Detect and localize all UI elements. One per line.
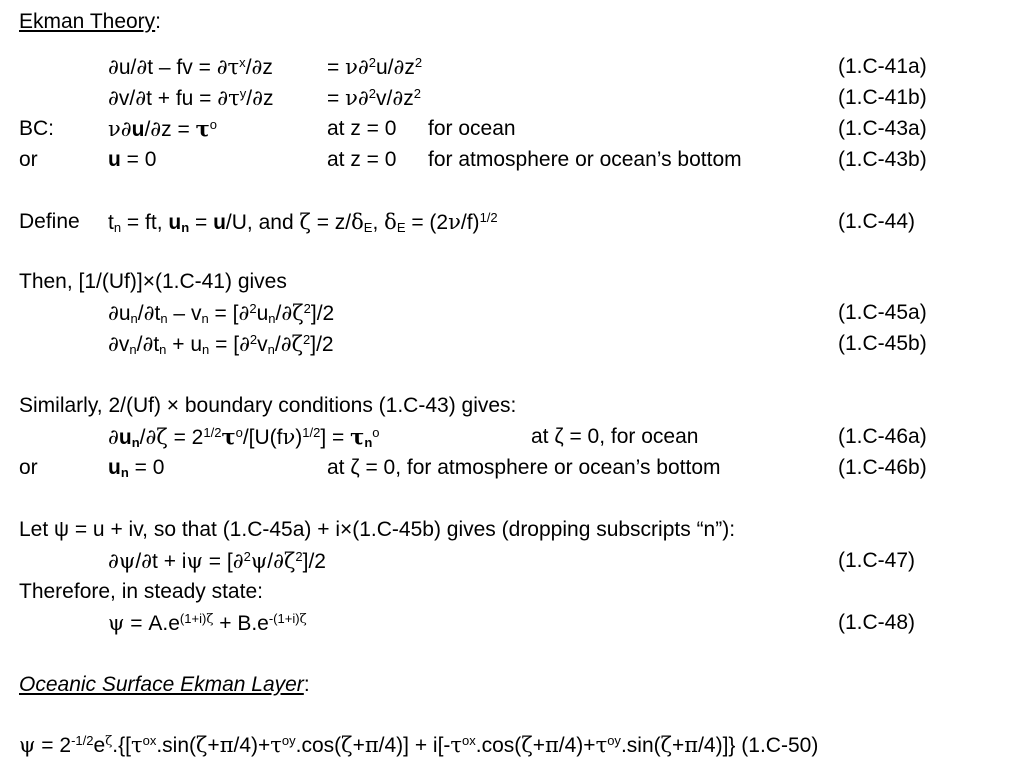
equation-number-45a: (1.C-45a) bbox=[838, 301, 927, 324]
equation-number-41b: (1.C-41b) bbox=[838, 86, 927, 109]
title-line bbox=[19, 9, 161, 35]
equation-number-50: (1.C-50) bbox=[741, 734, 819, 757]
let-line: Let ψ = u + iv, so that (1.C-45a) + i×(1.C-45b) gives (dropping subscripts “n”): bbox=[19, 518, 736, 541]
at-zeta0-ocean: at ζ = 0, for ocean bbox=[531, 425, 699, 448]
oceanic-heading: Oceanic Surface Ekman Layer bbox=[19, 673, 304, 696]
equation-50-expr: $\psi = 2^{-1/2}e^\zeta.\{[\tau^{ox}.\sin(\zeta+\pi/4)+\tau^{oy}.\cos(\zeta+\pi/4)] + i[-\tau^{ox}.\cos(\zeta+\pi/4)+\tau^{oy}.\sin(\zeta+\pi/4)]\}$ bbox=[19, 732, 742, 757]
at-z0-atm: at z = 0 bbox=[327, 148, 397, 171]
equation-46a-expr: $\partial u_n/\partial\zeta = 2^{1/2}\tau^o/[U(f\nu)^{1/2}] = \tau_n^o$ bbox=[108, 424, 380, 450]
equation-50 bbox=[19, 732, 818, 759]
equation-number-44: (1.C-44) bbox=[838, 210, 916, 233]
equation-41b-lhs: ∂v/∂t + fu = $\partial\tau^y/\partial z$ bbox=[108, 85, 274, 110]
title-colon: : bbox=[155, 10, 162, 33]
equation-41a-lhs: ∂u/∂t – fv = $\partial\tau^x/\partial z$ bbox=[108, 54, 273, 79]
equation-number-43a: (1.C-43a) bbox=[838, 117, 927, 140]
define-label: Define bbox=[19, 210, 80, 233]
equation-45b-expr: $\partial v_n/\partial t_n + u_n = [\partial^2v_n/\partial\zeta^2]/2$ bbox=[108, 331, 334, 357]
therefore-line: Therefore, in steady state: bbox=[19, 580, 263, 603]
page-title: Ekman Theory bbox=[19, 10, 156, 33]
bc-label: BC: bbox=[19, 117, 55, 140]
or-label-2: or bbox=[19, 456, 38, 479]
oceanic-heading-line bbox=[19, 672, 310, 698]
then-line: Then, [1/(Uf)]×(1.C-41) gives bbox=[19, 270, 287, 293]
equation-41b-rhs: = $\nu\partial^2v/\partial z^2$ bbox=[327, 85, 421, 110]
at-z0-ocean: at z = 0 bbox=[327, 117, 397, 140]
for-atmosphere: for atmosphere or ocean’s bottom bbox=[428, 148, 742, 171]
similarly-line: Similarly, 2/(Uf) × boundary conditions (1.C-43) gives: bbox=[19, 394, 517, 417]
equation-45a-expr: $\partial u_n/\partial t_n - v_n = [\partial^2u_n/\partial\zeta^2]/2$ bbox=[108, 300, 335, 326]
equation-46b-expr: $u_n = 0$ bbox=[108, 456, 165, 480]
equation-48-expr: $\psi = A.e^{(1+i)\zeta} + B.e^{-(1+i)\zeta}$ bbox=[108, 610, 307, 635]
for-ocean: for ocean bbox=[428, 117, 516, 140]
equation-41a-rhs: = $\nu\partial^2u/\partial z^2$ bbox=[327, 54, 423, 79]
equation-number-46a: (1.C-46a) bbox=[838, 425, 927, 448]
equation-47-expr: $\partial\psi/\partial t + i\psi = [\partial^2\psi/\partial\zeta^2]/2$ bbox=[108, 548, 326, 573]
equation-43b-expr: u = 0 bbox=[108, 148, 157, 171]
at-zeta0-atm: at ζ = 0, for atmosphere or ocean’s bottom bbox=[327, 456, 721, 479]
equation-43a-expr: $\nu\partial u/\partial z = \tau^o$ bbox=[108, 116, 217, 141]
equation-number-47: (1.C-47) bbox=[838, 549, 916, 572]
equation-number-48: (1.C-48) bbox=[838, 611, 916, 634]
equation-number-46b: (1.C-46b) bbox=[838, 456, 927, 479]
equation-number-45b: (1.C-45b) bbox=[838, 332, 927, 355]
equation-44-expr: $t_n$ = ft, $u_n = u/U$, and $\zeta = z/\delta_E$, $\delta_E = (2\nu/f)^{1/2}$ bbox=[108, 209, 498, 235]
equation-number-43b: (1.C-43b) bbox=[838, 148, 927, 171]
or-label-1: or bbox=[19, 148, 38, 171]
oceanic-colon: : bbox=[303, 673, 310, 696]
equation-number-41a: (1.C-41a) bbox=[838, 55, 927, 78]
